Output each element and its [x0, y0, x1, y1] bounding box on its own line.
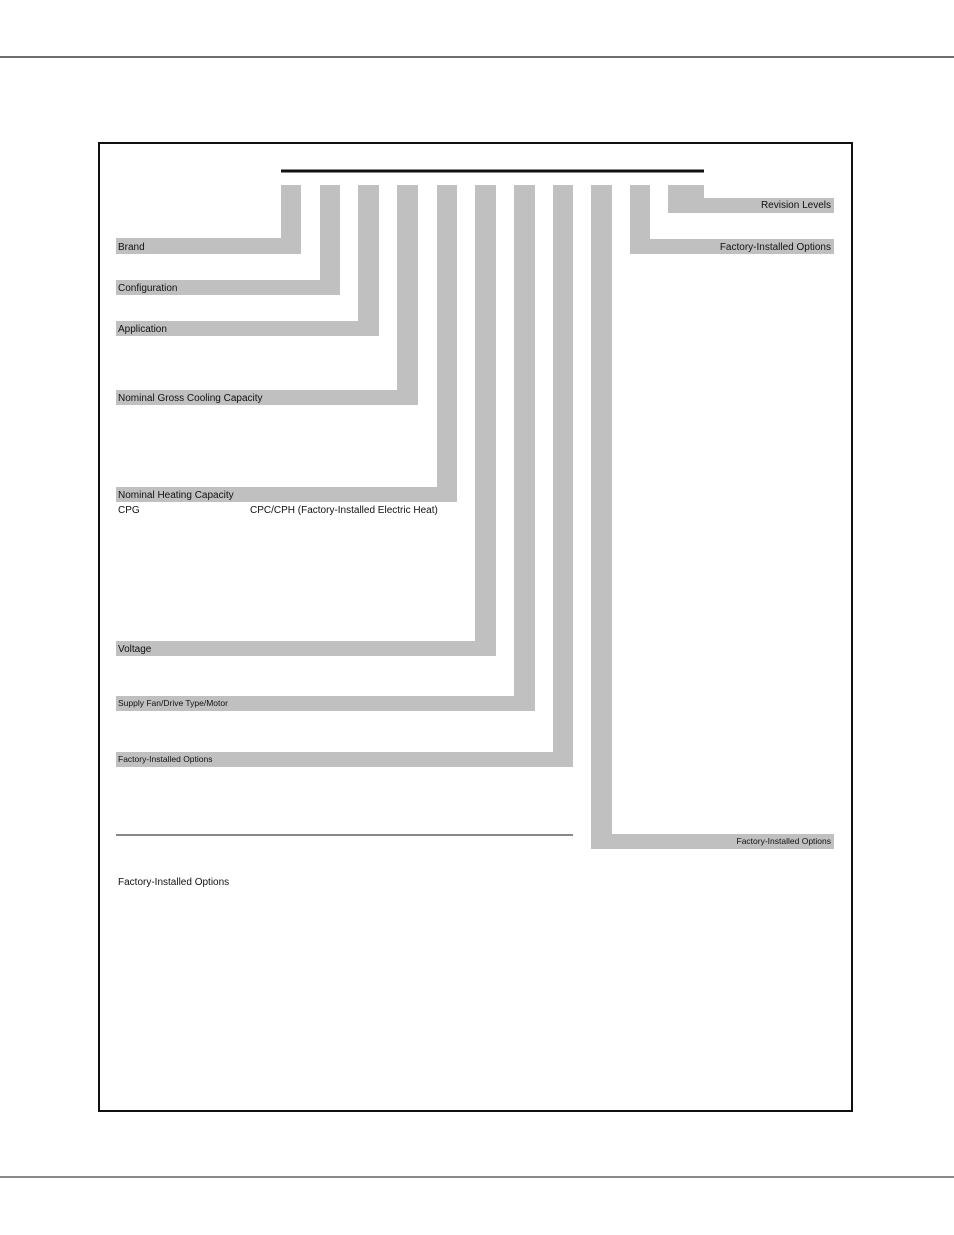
- cooling-capacity-label: Nominal Gross Cooling Capacity: [118, 393, 263, 404]
- cooling-capacity-digit-bar: [397, 185, 418, 405]
- options-right-label: Factory-Installed Options: [719, 242, 831, 253]
- brand-label: Brand: [118, 242, 145, 253]
- options-bottom-label: Factory-Installed Options: [736, 836, 831, 846]
- cpg-label: CPG: [118, 505, 140, 516]
- configuration-label: Configuration: [118, 283, 178, 294]
- supply-fan-label: Supply Fan/Drive Type/Motor: [118, 698, 228, 708]
- voltage-label-bar: [116, 641, 496, 656]
- voltage-label: Voltage: [118, 644, 152, 655]
- application-digit-bar: [358, 185, 379, 336]
- voltage-digit-bar: [475, 185, 496, 656]
- heating-capacity-digit-bar: [437, 185, 457, 502]
- configuration-digit-bar: [320, 185, 340, 295]
- options-left-label: Factory-Installed Options: [118, 754, 213, 764]
- cpc-cph-label: CPC/CPH (Factory-Installed Electric Heat): [250, 505, 438, 516]
- supply-fan-digit-bar: [514, 185, 535, 711]
- heating-capacity-label: Nominal Heating Capacity: [118, 490, 234, 501]
- revision-levels-label: Revision Levels: [760, 200, 831, 211]
- callout-bars: [116, 185, 834, 849]
- callout-labels: [118, 200, 831, 888]
- application-label: Application: [118, 324, 167, 335]
- options-lower-label: Factory-Installed Options: [118, 877, 230, 888]
- options-bottom-digit-bar: [591, 185, 612, 849]
- options-left-digit-bar: [553, 185, 573, 767]
